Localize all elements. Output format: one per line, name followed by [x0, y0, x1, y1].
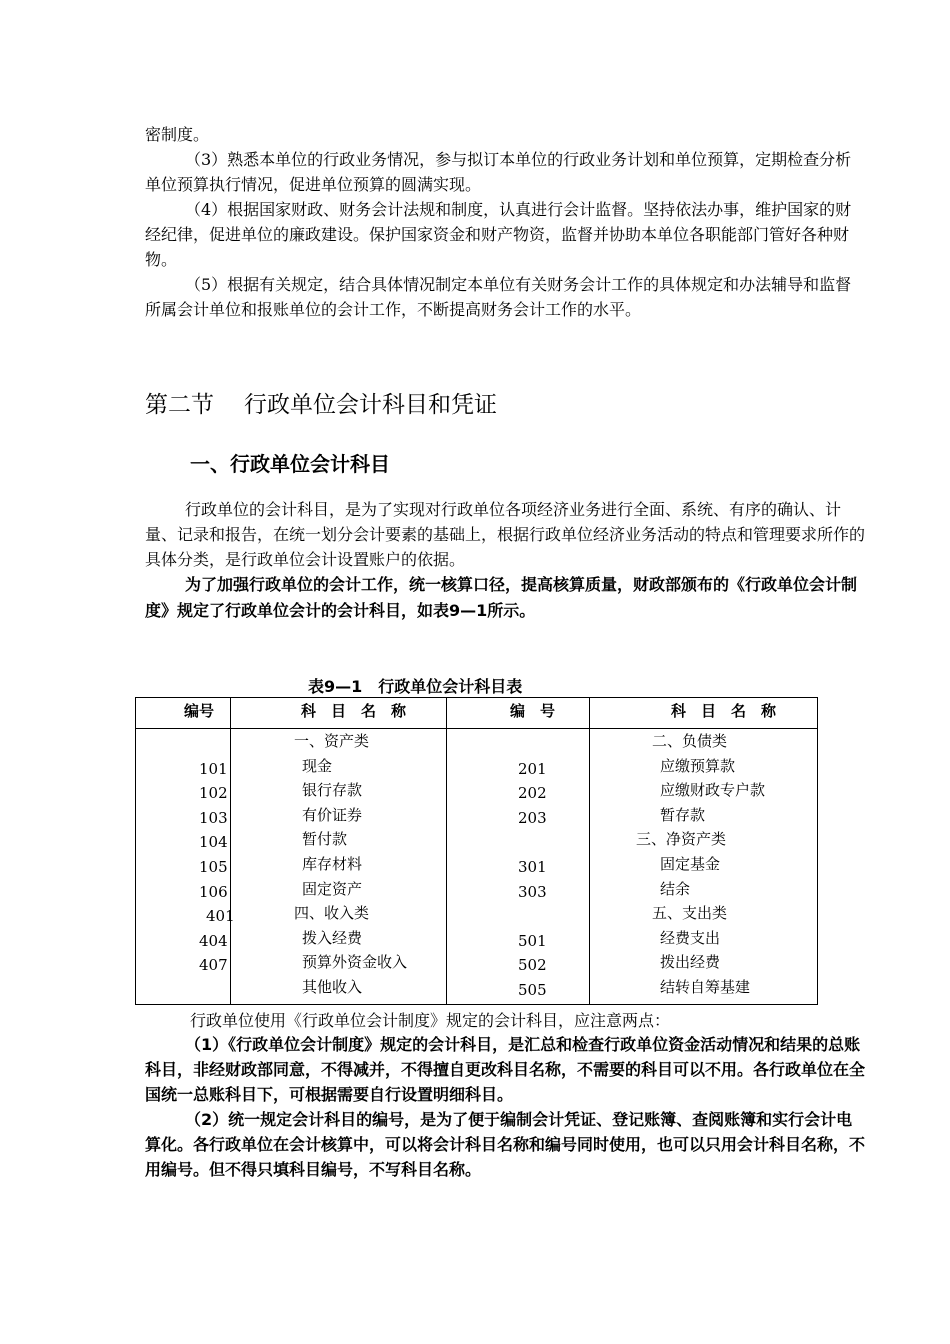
- account-name: 暂付款: [302, 830, 348, 849]
- account-name: 其他收入: [302, 978, 363, 996]
- header-name-left: 科 目 名 称: [301, 702, 407, 720]
- account-name: 预算外资金收入: [302, 953, 408, 972]
- header-name-right: 科 目 名 称: [671, 702, 777, 720]
- account-name: 暂存款: [660, 805, 706, 824]
- header-code-left: 编号: [184, 702, 215, 720]
- account-name: 拨出经费: [660, 953, 721, 972]
- account-name: 结余: [660, 879, 691, 898]
- body-paragraph-1: 行政单位的会计科目，是为了实现对行政单位各项经济业务进行全面、系统、有序的确认、计量、记录和报告，在统一划分会计要素的基础上，根据行政单位经济业务活动的特点和管理要求所作的具体分类，是行政单位会计设置账户的依据。: [145, 500, 866, 569]
- table-divider: [446, 698, 447, 1004]
- section-title: 行政单位会计科目和凭证: [244, 392, 497, 418]
- account-name: 现金: [302, 756, 333, 775]
- note-1: （1）《行政单位会计制度》规定的会计科目，是汇总和检查行政单位资金活动情况和结果的总账科目，非经财政部同意，不得减并，不得擅自更改科目名称，不需要的科目可以不用。各行政单位在全国统一总账科目下，可根据需要自行设置明细科目。: [145, 1035, 866, 1104]
- category-label: 三、净资产类: [636, 830, 727, 849]
- account-code: 106: [199, 882, 228, 901]
- account-code: 407: [199, 956, 228, 975]
- account-name: 应缴预算款: [660, 756, 736, 775]
- account-name: 库存材料: [302, 855, 363, 873]
- header-code-right: 编 号: [510, 702, 556, 720]
- account-code: 105: [199, 858, 228, 876]
- account-code: 404: [199, 931, 228, 950]
- account-name: 结转自筹基建: [660, 978, 751, 996]
- account-code: 401: [206, 907, 235, 926]
- section-number: 第二节: [145, 392, 214, 418]
- account-name: 经费支出: [660, 928, 721, 947]
- account-code: 201: [518, 759, 547, 778]
- account-name: 固定资产: [302, 879, 363, 898]
- paragraph-item-5: （5）根据有关规定，结合具体情况制定本单位有关财务会计工作的具体规定和办法辅导和监督所属会计单位和报账单位的会计工作，不断提高财务会计工作的水平。: [145, 275, 852, 319]
- table-divider: [589, 698, 590, 1004]
- account-name: 固定基金: [660, 855, 721, 873]
- category-label: 四、收入类: [294, 904, 370, 923]
- account-code: 104: [199, 833, 228, 852]
- section-heading: [145, 386, 497, 419]
- account-name: 银行存款: [302, 781, 363, 800]
- account-name: 有价证券: [302, 805, 363, 824]
- account-code: 303: [518, 882, 547, 901]
- note-2: （2）统一规定会计科目的编号，是为了便于编制会计凭证、登记账簿、查阅账簿和实行会计电算化。各行政单位在会计核算中，可以将会计科目名称和编号同时使用，也可以只用会计科目名称，不用编号。但不得只填科目编号，不写科目名称。: [145, 1110, 866, 1179]
- account-name: 应缴财政专户款: [660, 781, 766, 800]
- table-caption: 表9—1 行政单位会计科目表: [308, 677, 523, 696]
- account-code: 203: [518, 808, 547, 827]
- category-label: 五、支出类: [652, 904, 728, 923]
- accounts-table: [135, 697, 818, 1005]
- account-code: 202: [518, 784, 547, 803]
- paragraph-item-3: （3）熟悉本单位的行政业务情况，参与拟订本单位的行政业务计划和单位预算，定期检查分析单位预算执行情况，促进单位预算的圆满实现。: [145, 150, 852, 194]
- subsection-heading: 一、行政单位会计科目: [190, 452, 390, 476]
- account-code: 102: [199, 784, 228, 803]
- body-paragraph-2: 为了加强行政单位的会计工作，统一核算口径，提高核算质量，财政部颁布的《行政单位会计制度》规定了行政单位会计的会计科目，如表9—1所示。: [145, 575, 858, 620]
- table-divider: [230, 698, 231, 1004]
- account-name: 拨入经费: [302, 928, 363, 947]
- account-code: 501: [518, 931, 547, 950]
- paragraph-item-4: （4）根据国家财政、财务会计法规和制度，认真进行会计监督。坚持依法办事，维护国家的财经纪律，促进单位的廉政建设。保护国家资金和财产物资，监督并协助本单位各职能部门管好各种财物。: [145, 200, 852, 269]
- category-label: 二、负债类: [652, 732, 728, 750]
- paragraph-continuation: 密制度。: [145, 125, 210, 144]
- account-code: 505: [518, 981, 547, 999]
- account-code: 301: [518, 858, 547, 876]
- notes-lead: 行政单位使用《行政单位会计制度》规定的会计科目，应注意两点：: [190, 1011, 671, 1030]
- account-code: 101: [199, 759, 228, 778]
- account-code: 502: [518, 956, 547, 975]
- account-code: 103: [199, 808, 228, 827]
- category-label: 一、资产类: [294, 732, 370, 750]
